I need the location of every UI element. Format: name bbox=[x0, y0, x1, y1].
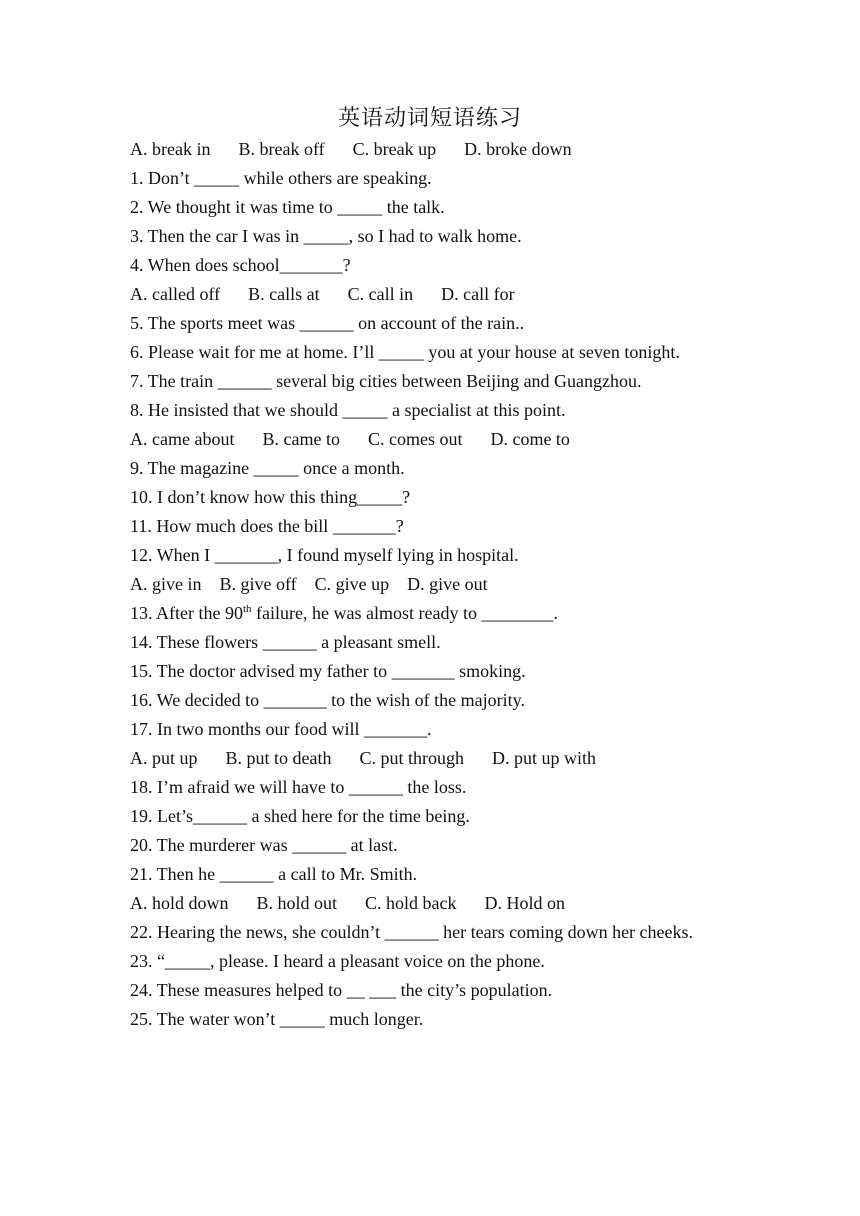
worksheet-body bbox=[130, 135, 730, 1034]
options-row-put bbox=[130, 744, 730, 773]
question-14: 14. These flowers ______ a pleasant smell. bbox=[130, 632, 441, 652]
option-a: A. break in bbox=[130, 139, 211, 159]
question-16: 16. We decided to _______ to the wish of the majority. bbox=[130, 690, 525, 710]
options-row-call bbox=[130, 280, 730, 309]
option-d: D. put up with bbox=[492, 748, 597, 768]
question-17: 17. In two months our food will _______. bbox=[130, 719, 432, 739]
question-23: 23. “_____, please. I heard a pleasant voice on the phone. bbox=[130, 951, 545, 971]
question-8: 8. He insisted that we should _____ a specialist at this point. bbox=[130, 400, 566, 420]
question-6: 6. Please wait for me at home. I’ll _____ you at your house at seven tonight. bbox=[130, 342, 680, 362]
option-c: C. call in bbox=[347, 284, 414, 304]
options-row-give bbox=[130, 570, 730, 599]
question-20: 20. The murderer was ______ at last. bbox=[130, 835, 398, 855]
option-a: A. came about bbox=[130, 429, 235, 449]
option-b: B. came to bbox=[262, 429, 340, 449]
option-c: C. give up bbox=[314, 574, 390, 594]
question-12: 12. When I _______, I found myself lying in hospital. bbox=[130, 545, 519, 565]
option-b: B. hold out bbox=[256, 893, 338, 913]
options-row-hold bbox=[130, 889, 730, 918]
option-b: B. break off bbox=[238, 139, 325, 159]
question-1: 1. Don’t _____ while others are speaking. bbox=[130, 168, 432, 188]
option-b: B. give off bbox=[219, 574, 297, 594]
question-9: 9. The magazine _____ once a month. bbox=[130, 458, 405, 478]
option-c: C. comes out bbox=[367, 429, 463, 449]
question-13 bbox=[130, 599, 730, 628]
option-d: D. call for bbox=[441, 284, 515, 304]
question-18: 18. I’m afraid we will have to ______ the loss. bbox=[130, 777, 467, 797]
option-a: A. put up bbox=[130, 748, 198, 768]
question-21: 21. Then he ______ a call to Mr. Smith. bbox=[130, 864, 418, 884]
option-b: B. put to death bbox=[225, 748, 332, 768]
question-11: 11. How much does the bill _______? bbox=[130, 516, 404, 536]
option-a: A. give in bbox=[130, 574, 202, 594]
question-10: 10. I don’t know how this thing_____? bbox=[130, 487, 411, 507]
option-c: C. break up bbox=[352, 139, 437, 159]
question-22: 22. Hearing the news, she couldn’t ______ her tears coming down her cheeks. bbox=[130, 922, 694, 942]
question-5: 5. The sports meet was ______ on account of the rain.. bbox=[130, 313, 525, 333]
option-c: C. put through bbox=[359, 748, 465, 768]
option-d: D. broke down bbox=[464, 139, 572, 159]
question-25: 25. The water won’t _____ much longer. bbox=[130, 1009, 424, 1029]
option-b: B. calls at bbox=[248, 284, 320, 304]
question-15: 15. The doctor advised my father to _______ smoking. bbox=[130, 661, 526, 681]
option-d: D. come to bbox=[490, 429, 570, 449]
question-13-start: 13. After the 90 bbox=[130, 603, 243, 623]
option-a: A. hold down bbox=[130, 893, 229, 913]
question-2: 2. We thought it was time to _____ the talk. bbox=[130, 197, 445, 217]
options-row-break bbox=[130, 135, 730, 164]
option-c: C. hold back bbox=[365, 893, 457, 913]
option-d: D. give out bbox=[407, 574, 488, 594]
question-3: 3. Then the car I was in _____, so I had to walk home. bbox=[130, 226, 522, 246]
ordinal-suffix: th bbox=[242, 603, 252, 615]
option-a: A. called off bbox=[130, 284, 221, 304]
question-4: 4. When does school_______? bbox=[130, 255, 351, 275]
question-24: 24. These measures helped to __ ___ the city’s population. bbox=[130, 980, 553, 1000]
question-7: 7. The train ______ several big cities between Beijing and Guangzhou. bbox=[130, 371, 642, 391]
question-13-end: failure, he was almost ready to ________. bbox=[251, 603, 558, 623]
option-d: D. Hold on bbox=[484, 893, 566, 913]
page-title: 英语动词短语练习 bbox=[337, 106, 522, 131]
options-row-come bbox=[130, 425, 730, 454]
question-19: 19. Let’s______ a shed here for the time being. bbox=[130, 806, 470, 826]
